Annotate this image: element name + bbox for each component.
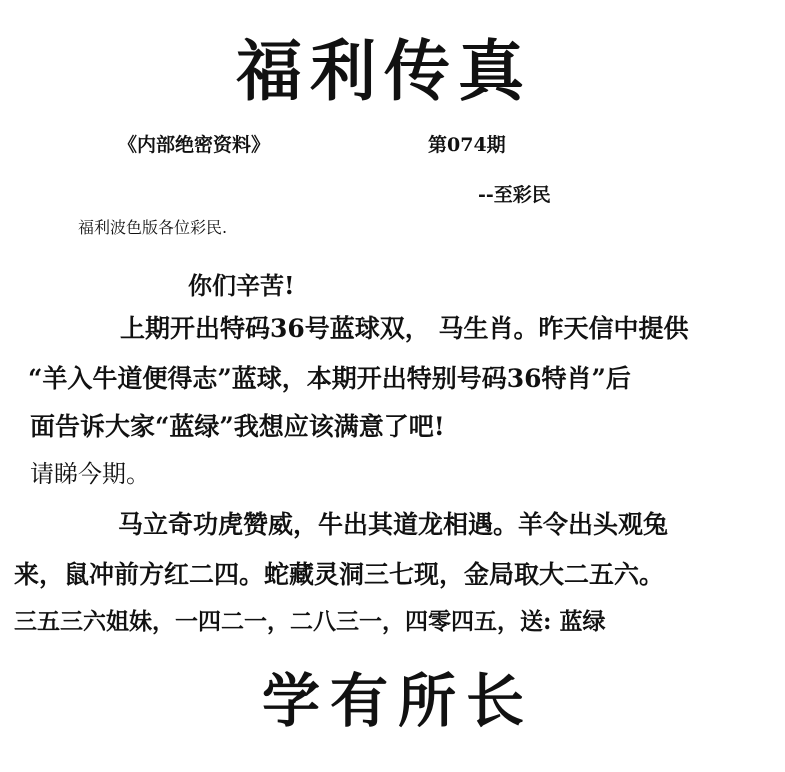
footer-motto: 学有所长 <box>262 667 535 735</box>
body-line-2: “羊入牛道便得志”蓝球，本期开出特别号码36特肖”后 <box>28 364 631 393</box>
page-title: 福利传真 <box>236 32 532 110</box>
body-line-5: 马立奇功虎赞威，牛出其道龙相遇。羊令出头观兔 <box>118 510 669 539</box>
body-line-1: 上期开出特码36号蓝球双， 马生肖。昨天信中提供 <box>120 314 689 343</box>
body-line-7: 三五三六姐妹，一四二一，二八三一，四零四五，送: 蓝绿 <box>14 608 606 635</box>
source-label: 《内部绝密资料》 <box>118 134 271 156</box>
sender-line: --至彩民 <box>478 184 551 206</box>
body-line-6: 来，鼠冲前方红二四。蛇藏灵洞三七现，金局取大二五六。 <box>14 560 665 589</box>
issue-number: 第074期 <box>428 134 506 156</box>
body-line-3: 面告诉大家“蓝绿”我想应该满意了吧! <box>30 412 445 441</box>
salutation-line: 你们辛苦! <box>188 271 295 300</box>
greeting-line: 福利波色版各位彩民. <box>78 218 228 237</box>
body-line-4: 请睇今期。 <box>30 460 150 488</box>
